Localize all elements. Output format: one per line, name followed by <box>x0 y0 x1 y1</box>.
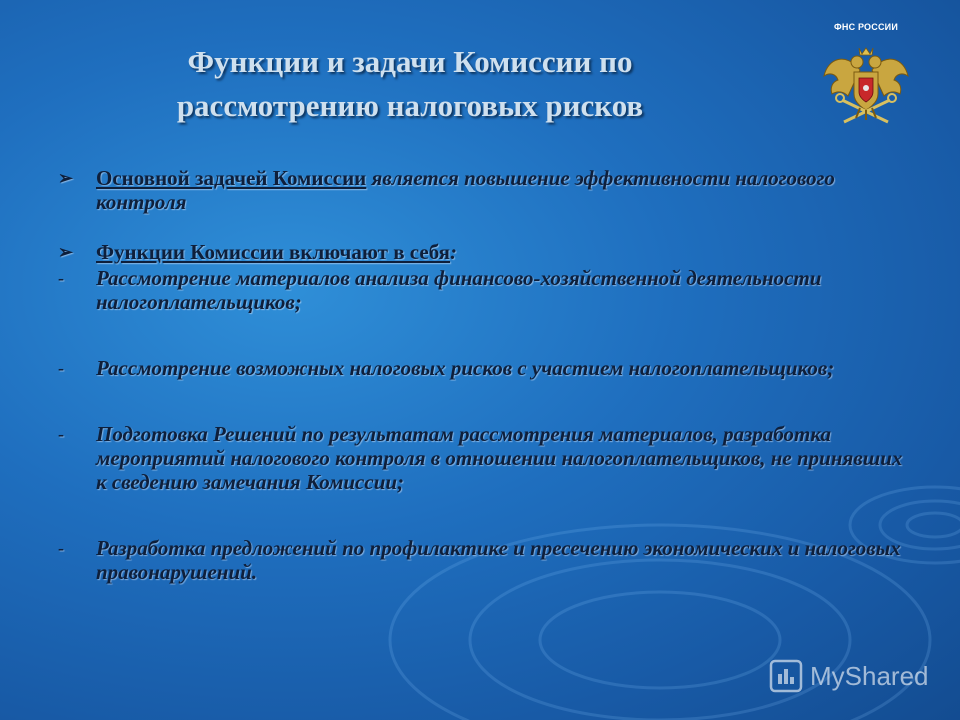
sub-item-text: Подготовка Решений по результатам рассмотрения материалов, разработка мероприятий налогового контроля в отношении налогоплательщиков, не принявших к сведению замечания Комиссии; <box>96 422 903 494</box>
bullet-functions <box>56 240 916 264</box>
bullet-text: : <box>450 240 458 264</box>
dash-marker: - <box>58 268 64 288</box>
sub-item <box>56 266 916 314</box>
double-headed-eagle-icon <box>818 20 914 130</box>
sub-item-text: Рассмотрение возможных налоговых рисков с участием налогоплательщиков; <box>96 356 835 380</box>
sub-item <box>56 356 916 380</box>
watermark-text: MyShared <box>810 660 929 691</box>
arrow-bullet-icon: ➢ <box>58 242 74 262</box>
bullet-main-task <box>56 166 916 214</box>
sub-item-text: Разработка предложений по профилактике и пресечению экономических и налоговых правонарушений. <box>96 536 901 584</box>
dash-marker: - <box>58 424 64 444</box>
bullet-underlined-text: Функции Комиссии включают в себя <box>96 240 451 264</box>
bullet-text: является повышение эффективности налогового контроля <box>96 166 835 214</box>
sub-item <box>56 422 916 494</box>
slide-content <box>56 166 916 584</box>
logo-caption: ФНС РОССИИ <box>833 22 898 32</box>
fns-logo <box>818 20 914 130</box>
arrow-bullet-icon: ➢ <box>58 168 74 188</box>
dash-marker: - <box>58 538 64 558</box>
title-line-1: Функции и задачи Комиссии по <box>187 44 633 79</box>
myshared-watermark[interactable] <box>768 656 929 696</box>
presentation-icon <box>768 658 804 694</box>
sub-item <box>56 536 916 584</box>
title-line-2: рассмотрению налоговых рисков <box>176 88 644 123</box>
bullet-underlined-text: Основной задачей Комиссии <box>96 166 367 190</box>
sub-item-text: Рассмотрение материалов анализа финансово-хозяйственной деятельности налогоплательщиков; <box>96 266 822 314</box>
slide-title <box>60 40 760 128</box>
dash-marker: - <box>58 358 64 378</box>
